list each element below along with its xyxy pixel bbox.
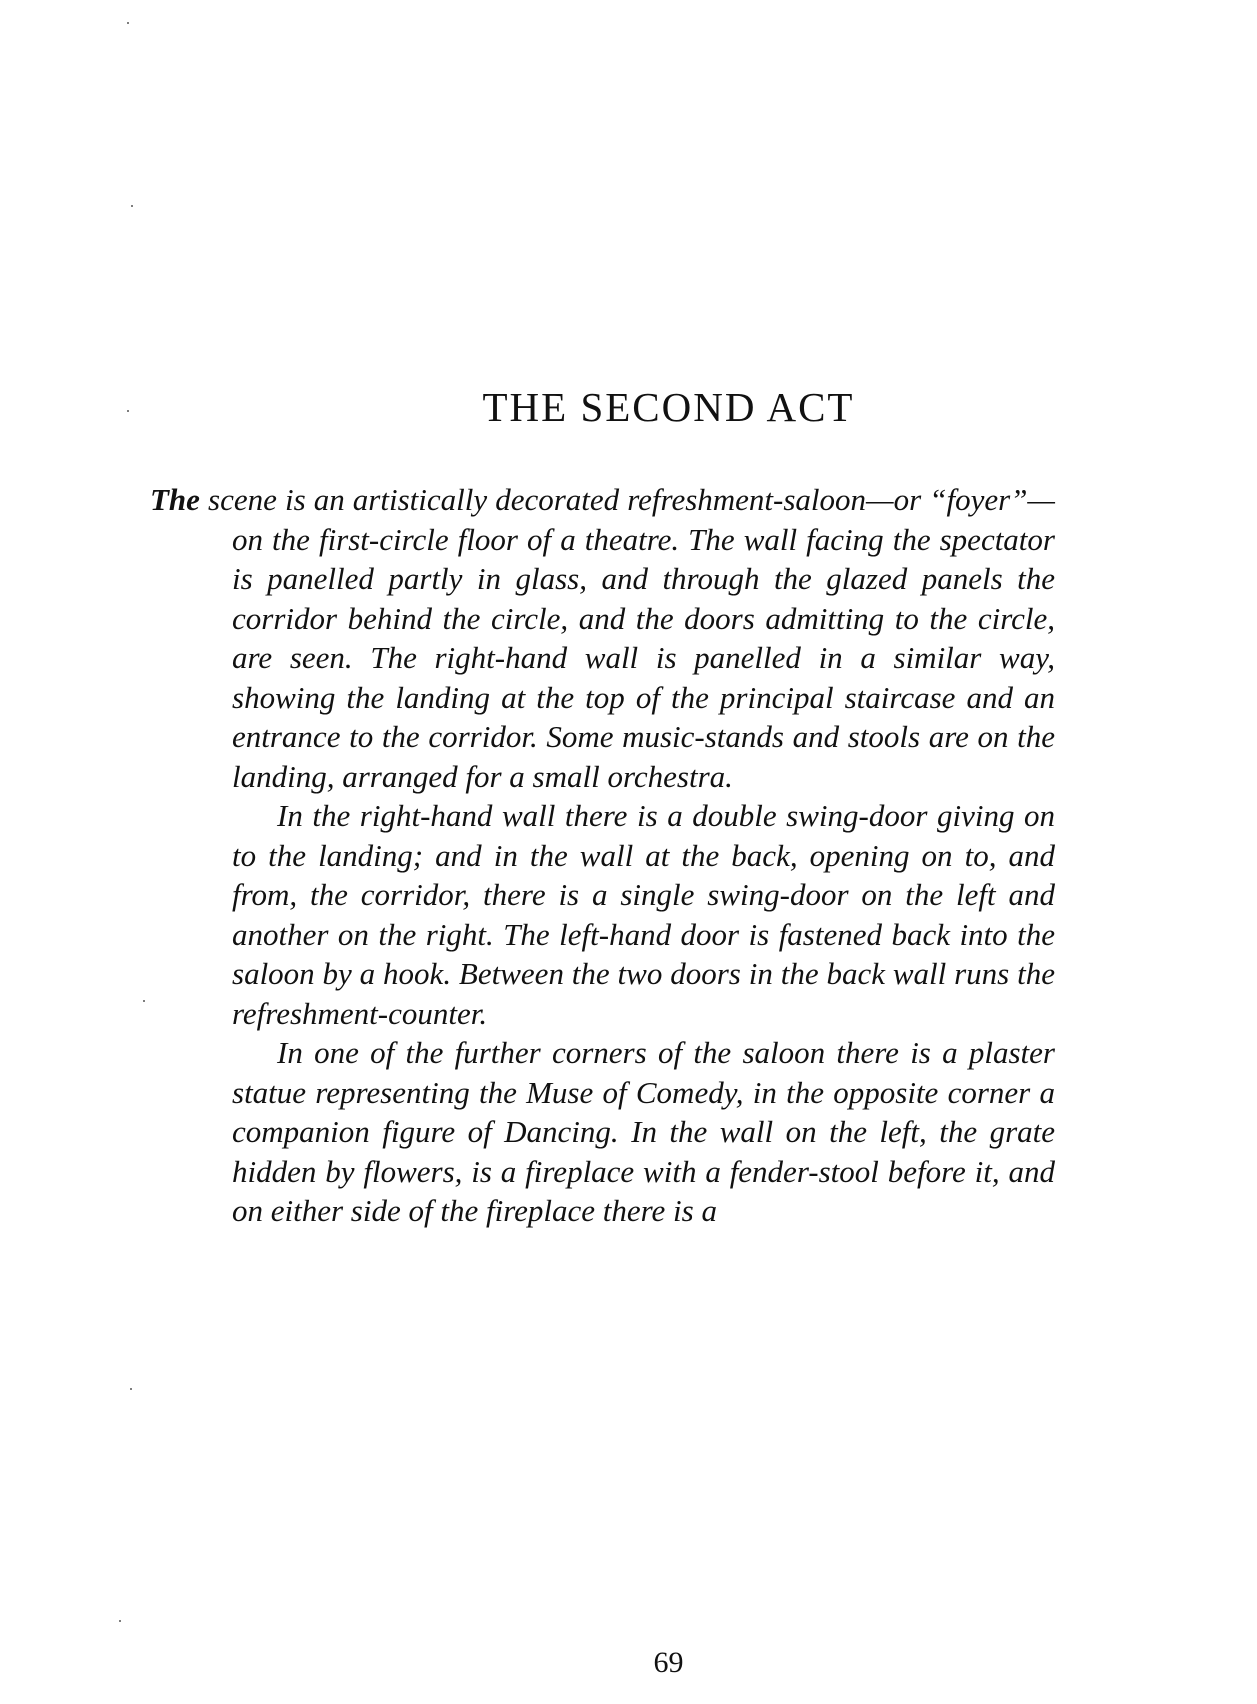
scan-speck <box>119 1620 121 1622</box>
stage-direction-paragraph-1 <box>150 480 1055 796</box>
stage-direction-paragraph-2: In the right-hand wall there is a double swing-door giving on to the landing; and in the wall at the back, opening on to, and from, the corridor, there is a single swing-door on the left and another on the right. The left-hand door is fastened back into the saloon by a hook. Between the two doors in the back wall runs the refreshment-counter. <box>232 798 1055 1031</box>
act-heading: THE SECOND ACT <box>482 384 855 430</box>
stage-direction-text <box>150 480 1055 1231</box>
stage-direction-paragraph-3: In one of the further corners of the saloon there is a plaster statue representing the Muse of Comedy, in the opposite corner a companion figure of Dancing. In the wall on the left, the grate hidden by flowers, is a fireplace with a fender-stool before it, and on either side of the fireplace there is a <box>232 1035 1055 1228</box>
scan-speck <box>143 1000 145 1002</box>
scan-speck <box>130 1388 132 1390</box>
paragraph-1-text: scene is an artistically decorated refreshment-saloon—or “foyer”—on the first-circle floor of a theatre. The wall facing the spectator is panelled partly in glass, and through the glazed panels the corridor behind the circle, and the doors admitting to the circle, are seen. The right-hand wall is panelled in a similar way, showing the landing at the top of the principal staircase and an entrance to the corridor. Some music-stands and stools are on the landing, arranged for a small orchestra. <box>208 482 1056 794</box>
lead-word: The <box>150 482 200 517</box>
scan-speck <box>131 205 133 207</box>
page-number: 69 <box>653 1646 684 1679</box>
scan-speck <box>127 22 129 24</box>
scan-speck <box>127 410 129 412</box>
